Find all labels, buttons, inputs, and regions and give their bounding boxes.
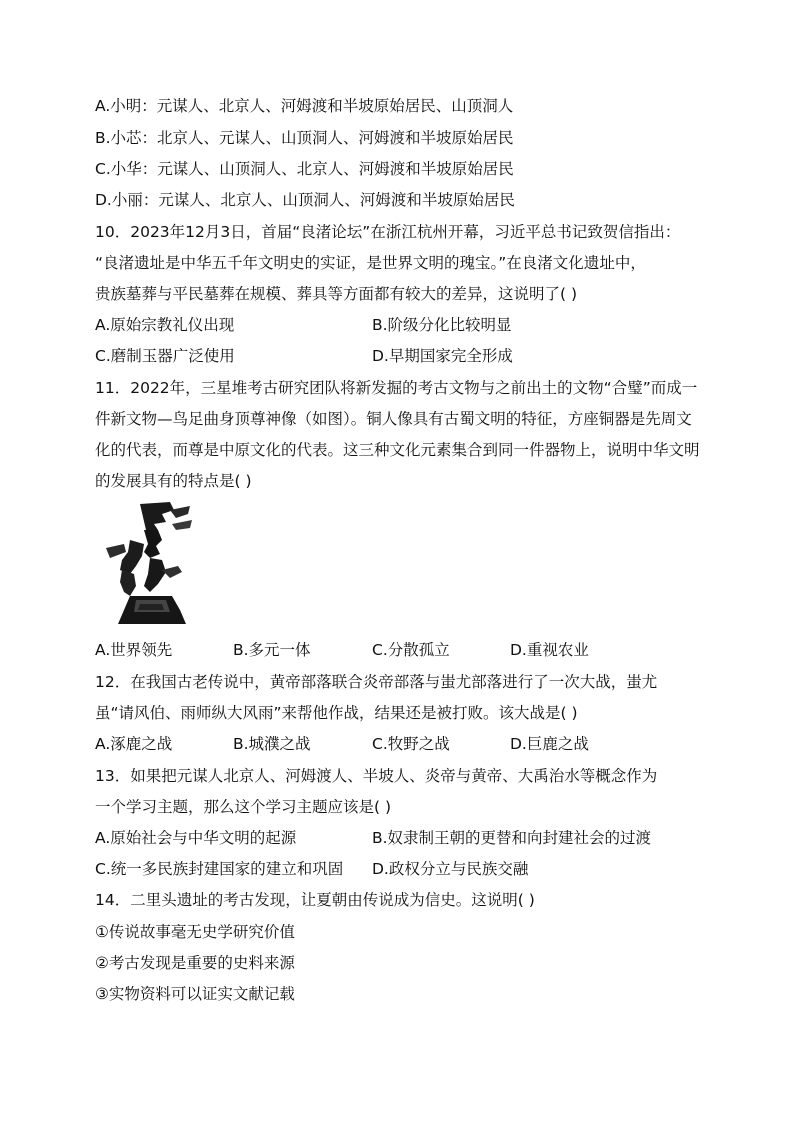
q10-stem-line-3: 贵族墓葬与平民墓葬在规模、葬具等方面都有较大的差异，这说明了( ) <box>95 285 578 303</box>
q14-item-3: ③实物资料可以证实文献记载 <box>95 985 295 1003</box>
q13-option-a: A.原始社会与中华文明的起源 <box>95 829 297 847</box>
q10-option-a: A.原始宗教礼仪出现 <box>95 316 235 334</box>
q12-option-b: B.城濮之战 <box>233 735 311 753</box>
q13-option-c: C.统一多民族封建国家的建立和巩固 <box>95 860 344 878</box>
q13-stem-line-2: 一个学习主题，那么这个学习主题应该是( ) <box>95 798 392 816</box>
q11-stem-line-1: 11．2022年，三星堆考古研究团队将新发掘的考古文物与之前出土的文物“合璧”而成一 <box>95 379 698 397</box>
q11-stem-line-3: 化的代表，而尊是中原文化的代表。这三种文化元素集合到同一件器物上，说明中华文明 <box>95 441 700 459</box>
q11-option-b: B.多元一体 <box>233 641 311 659</box>
q11-option-c: C.分散孤立 <box>372 641 450 659</box>
q10-option-b: B.阶级分化比较明显 <box>372 316 512 334</box>
q12-option-d: D.巨鹿之战 <box>510 735 589 753</box>
q10-option-c: C.磨制玉器广泛使用 <box>95 347 235 365</box>
q14-stem: 14．二里头遗址的考古发现，让夏朝由传说成为信史。这说明( ) <box>95 891 535 909</box>
q13-option-d: D.政权分立与民族交融 <box>372 860 529 878</box>
q12-stem-line-2: 虽“请风伯、雨师纵大风雨”来帮他作战，结果还是被打败。该大战是( ) <box>95 704 578 722</box>
q14-item-2: ②考古发现是重要的史料来源 <box>95 954 295 972</box>
q12-option-a: A.涿鹿之战 <box>95 735 173 753</box>
q13-stem-line-1: 13．如果把元谋人北京人、河姆渡人、半坡人、炎帝与黄帝、大禹治水等概念作为 <box>95 767 658 785</box>
q11-stem-line-2: 件新文物—鸟足曲身顶尊神像（如图）。铜人像具有古蜀文明的特征，方座铜器是先周文 <box>95 410 692 428</box>
q13-option-b: B.奴隶制王朝的更替和向封建社会的过渡 <box>372 829 652 847</box>
q10-stem-line-2: “良渚遗址是中华五千年文明史的实证，是世界文明的瑰宝。”在良渚文化遗址中， <box>95 254 646 272</box>
q12-option-c: C.牧野之战 <box>372 735 450 753</box>
q11-option-d: D.重视农业 <box>510 641 589 659</box>
q10-option-d: D.早期国家完全形成 <box>372 347 513 365</box>
q9-option-a: A.小明：元谋人、北京人、河姆渡和半坡原始居民、山顶洞人 <box>95 97 514 115</box>
q14-item-1: ①传说故事毫无史学研究价值 <box>95 923 295 941</box>
q9-option-d: D.小丽：元谋人、北京人、山顶洞人、河姆渡和半坡原始居民 <box>95 191 515 209</box>
q11-stem-line-4: 的发展具有的特点是( ) <box>95 472 252 490</box>
q10-stem-line-1: 10．2023年12月3日，首届“良渚论坛”在浙江杭州开幕，习近平总书记致贺信指出： <box>95 223 681 241</box>
q12-stem-line-1: 12．在我国古老传说中，黄帝部落联合炎帝部落与蚩尤部落进行了一次大战，蚩尤 <box>95 673 658 691</box>
q9-option-c: C.小华：元谋人、山顶洞人、北京人、河姆渡和半坡原始居民 <box>95 160 514 178</box>
q9-option-b: B.小芯：北京人、元谋人、山顶洞人、河姆渡和半坡原始居民 <box>95 129 514 147</box>
bronze-statue-image <box>100 500 200 628</box>
q11-option-a: A.世界领先 <box>95 641 173 659</box>
